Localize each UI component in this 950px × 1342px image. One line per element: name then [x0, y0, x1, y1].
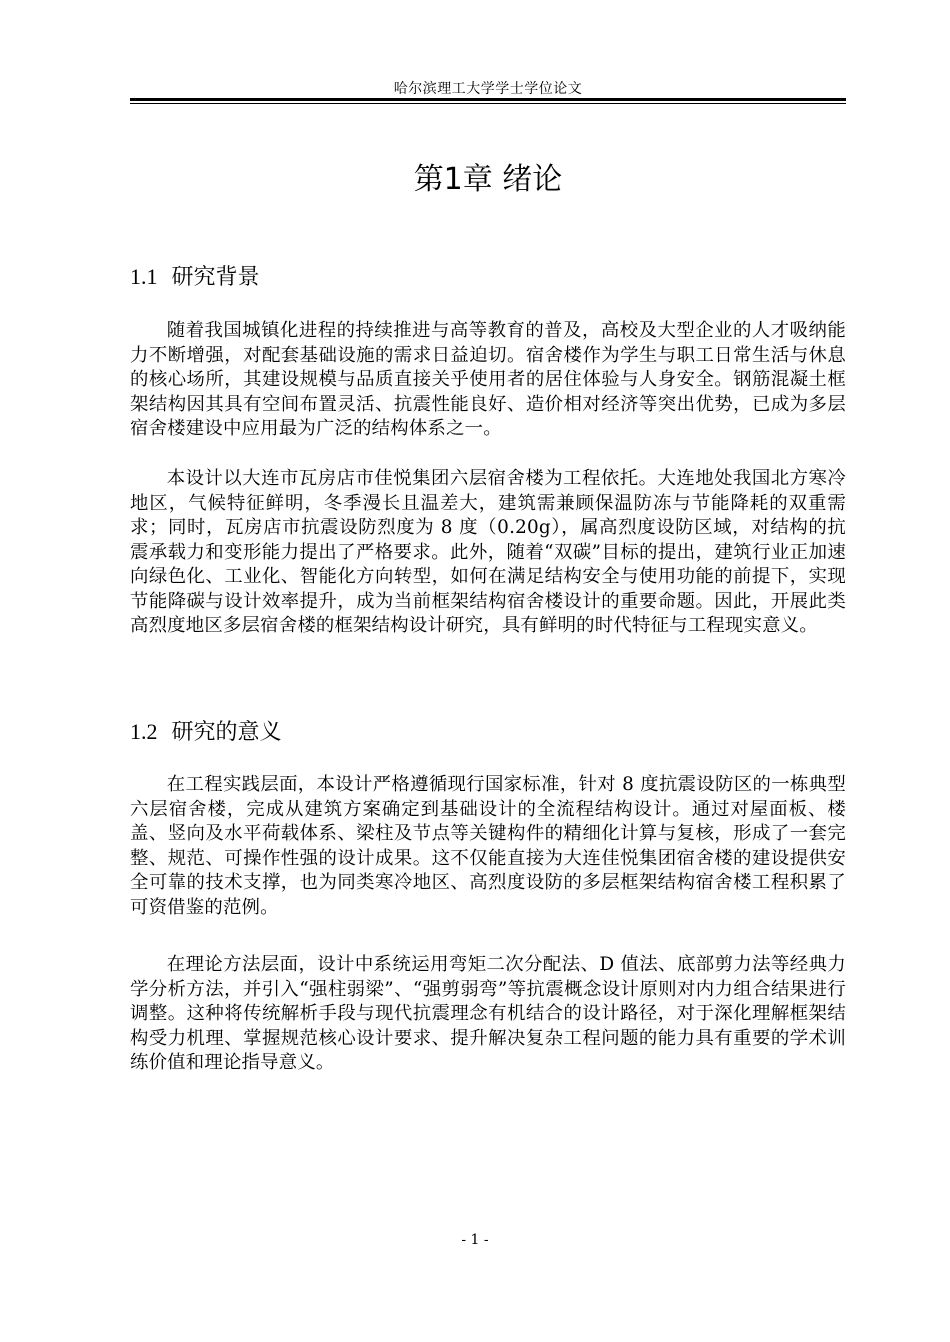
- page-number: - 1 -: [461, 1232, 489, 1248]
- paragraph: 随着我国城镇化进程的持续推进与高等教育的普及，高校及大型企业的人才吸纳能力不断增强，对配套基础设施的需求日益迫切。宿舍楼作为学生与职工日常生活与休息的核心场所，其建设规模与品质直接关乎使用者的居住体验与人身安全。钢筋混凝土框架结构因其具有空间布置灵活、抗震性能良好、造价相对经济等突出优势，已成为多层宿舍楼建设中应用最为广泛的结构体系之一。: [130, 320, 846, 439]
- section-title-text: 研究的意义: [171, 720, 282, 745]
- running-header: 哈尔滨理工大学学士学位论文: [393, 81, 583, 97]
- section-heading-1-1: [130, 260, 260, 291]
- paragraph: 在工程实践层面，本设计严格遵循现行国家标准，针对 8 度抗震设防区的一栋典型六层宿舍楼，完成从建筑方案确定到基础设计的全流程结构设计。通过对屋面板、楼盖、竖向及水平荷载体系、梁柱及节点等关键构件的精细化计算与复核，形成了一套完整、规范、可操作性强的设计成果。这不仅能直接为大连佳悦集团宿舍楼的建设提供安全可靠的技术支撑，也为同类寒冷地区、高烈度设防的多层框架结构宿舍楼工程积累了可资借鉴的范例。: [130, 774, 846, 918]
- section-number: 1.1: [130, 264, 158, 289]
- header-rule-thin: [130, 103, 846, 104]
- section-heading-1-2: [130, 715, 282, 746]
- section-number: 1.2: [130, 719, 158, 744]
- header-rule-thick: [130, 98, 846, 101]
- paragraph: 在理论方法层面，设计中系统运用弯矩二次分配法、D 值法、底部剪力法等经典力学分析方法，并引入“强柱弱梁”、“强剪弱弯”等抗震概念设计原则对内力组合结果进行调整。这种将传统解析手段与现代抗震理念有机结合的设计路径，对于深化理解框架结构受力机理、掌握规范核心设计要求、提升解决复杂工程问题的能力具有重要的学术训练价值和理论指导意义。: [130, 954, 846, 1073]
- paragraph: 本设计以大连市瓦房店市佳悦集团六层宿舍楼为工程依托。大连地处我国北方寒冷地区，气候特征鲜明，冬季漫长且温差大，建筑需兼顾保温防冻与节能降耗的双重需求；同时，瓦房店市抗震设防烈度为 8 度（0.20g），属高烈度设防区域，对结构的抗震承载力和变形能力提出了严格要求。此外，随着“双碳”目标的提出，建筑行业正加速向绿色化、工业化、智能化方向转型，如何在满足结构安全与使用功能的前提下，实现节能降碳与设计效率提升，成为当前框架结构宿舍楼设计的重要命题。因此，开展此类高烈度地区多层宿舍楼的框架结构设计研究，具有鲜明的时代特征与工程现实意义。: [130, 468, 846, 636]
- chapter-title: 第1章 绪论: [413, 162, 563, 197]
- section-title-text: 研究背景: [171, 265, 260, 290]
